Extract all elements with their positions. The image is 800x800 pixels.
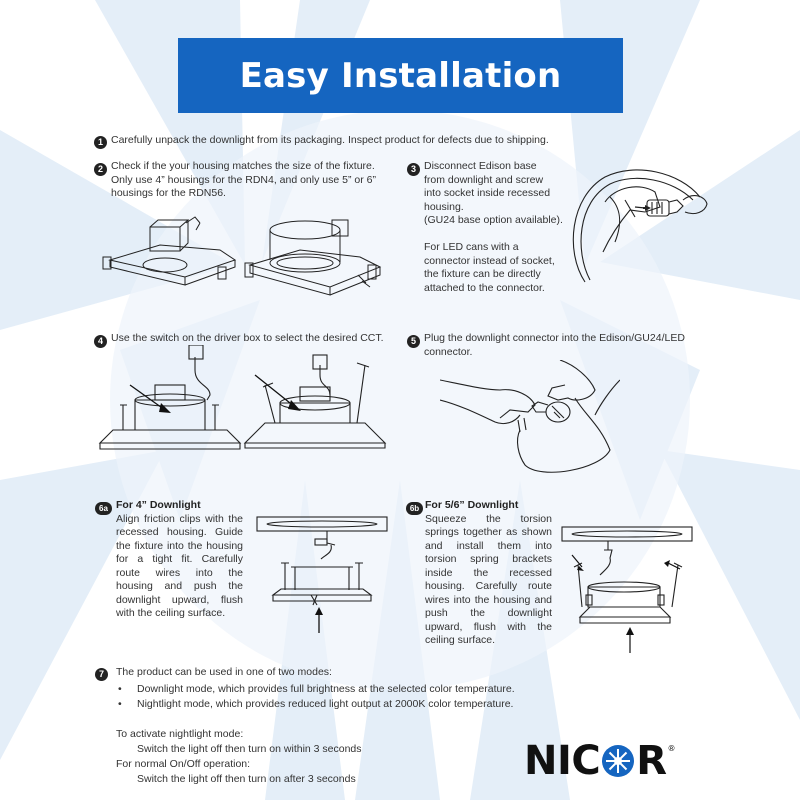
step-4-number: 4 xyxy=(94,335,107,348)
page-title: Easy Installation xyxy=(239,55,562,96)
step-3-spacer xyxy=(424,228,584,242)
step-3-line: connector instead of socket, xyxy=(424,254,555,267)
step-3-line: (GU24 base option available). xyxy=(424,214,563,226)
step-3-number: 3 xyxy=(407,163,420,176)
step-6b-number: 6b xyxy=(406,502,423,515)
bullet-dot: • xyxy=(118,698,122,710)
bullet-dot: • xyxy=(118,683,122,695)
step-5-line: connector. xyxy=(424,345,473,358)
step-6b-text: Squeeze the torsion springs together as shown and install them into torsion spring brackets inside the recessed housing. Carefully route wires into the housing and push the downlight upward, flush with the ceiling surface. xyxy=(425,512,552,646)
step-3-line: the fixture can be directly xyxy=(424,268,541,280)
logo-text-right: R xyxy=(636,738,667,784)
step-6a-block xyxy=(116,499,243,621)
step-7-bullet: Nightlight mode, which provides reduced light output at 2000K color temperature. xyxy=(137,698,514,710)
step-3-line: into socket inside recessed xyxy=(424,187,551,199)
step-5-line: Plug the downlight connector into the Edison/GU24/LED xyxy=(424,332,685,344)
step-3-text xyxy=(424,160,584,295)
step-7-number: 7 xyxy=(95,668,108,681)
step-2-line: Check if the your housing matches the size of the fixture. xyxy=(111,160,375,172)
step-6a-title: For 4” Downlight xyxy=(116,499,201,511)
nightlight-heading: To activate nightlight mode: xyxy=(116,728,244,740)
recessed-housing-illustration xyxy=(100,205,400,305)
step-2-line: housings for the RDN56. xyxy=(111,187,226,199)
step-3-line: housing. xyxy=(424,200,464,213)
starburst-o-icon xyxy=(601,744,635,778)
step-1-text: Carefully unpack the downlight from its packaging. Inspect product for defects due to shipping. xyxy=(111,134,549,146)
cct-switch-illustration xyxy=(95,345,395,465)
normal-mode-heading: For normal On/Off operation: xyxy=(116,758,251,770)
nicor-logo xyxy=(524,738,675,784)
step-3-line: attached to the connector. xyxy=(424,281,545,294)
step-3-line: For LED cans with a xyxy=(424,241,519,253)
nightlight-instruction: Switch the light off then turn on within 3 seconds xyxy=(137,743,362,755)
step-2-number: 2 xyxy=(94,163,107,176)
step-5-number: 5 xyxy=(407,335,420,348)
step-6b-title: For 5/6” Downlight xyxy=(425,499,519,511)
step-7-bullet: Downlight mode, which provides full brightness at the selected color temperature. xyxy=(137,683,515,695)
title-banner xyxy=(178,38,623,113)
step-1-number: 1 xyxy=(94,136,107,149)
step-7-intro: The product can be used in one of two modes: xyxy=(116,666,332,678)
registered-mark: ® xyxy=(667,744,676,753)
4-inch-install-illustration xyxy=(255,515,390,635)
step-2-text xyxy=(111,160,411,201)
step-6a-number: 6a xyxy=(95,502,112,515)
step-3-line: from downlight and screw xyxy=(424,173,544,186)
5-6-inch-install-illustration xyxy=(560,525,700,655)
step-5-text xyxy=(424,332,724,359)
step-4-text: Use the switch on the driver box to select the desired CCT. xyxy=(111,332,384,344)
connector-plug-illustration xyxy=(440,360,620,485)
normal-mode-instruction: Switch the light off then turn on after 3 seconds xyxy=(137,773,356,785)
logo-text-left: NIC xyxy=(524,738,601,784)
step-6b-block xyxy=(425,499,552,648)
step-3-line: Disconnect Edison base xyxy=(424,160,537,172)
step-6a-text: Align friction clips with the recessed housing. Guide the fixture into the housing for a tight fit. Carefully route wires into the housing and push the downlight upward, flush with the ceiling surface. xyxy=(116,512,243,619)
step-2-line: Only use 4” housings for the RDN4, and only use 5” or 6” xyxy=(111,173,376,186)
edison-base-illustration xyxy=(565,162,710,297)
